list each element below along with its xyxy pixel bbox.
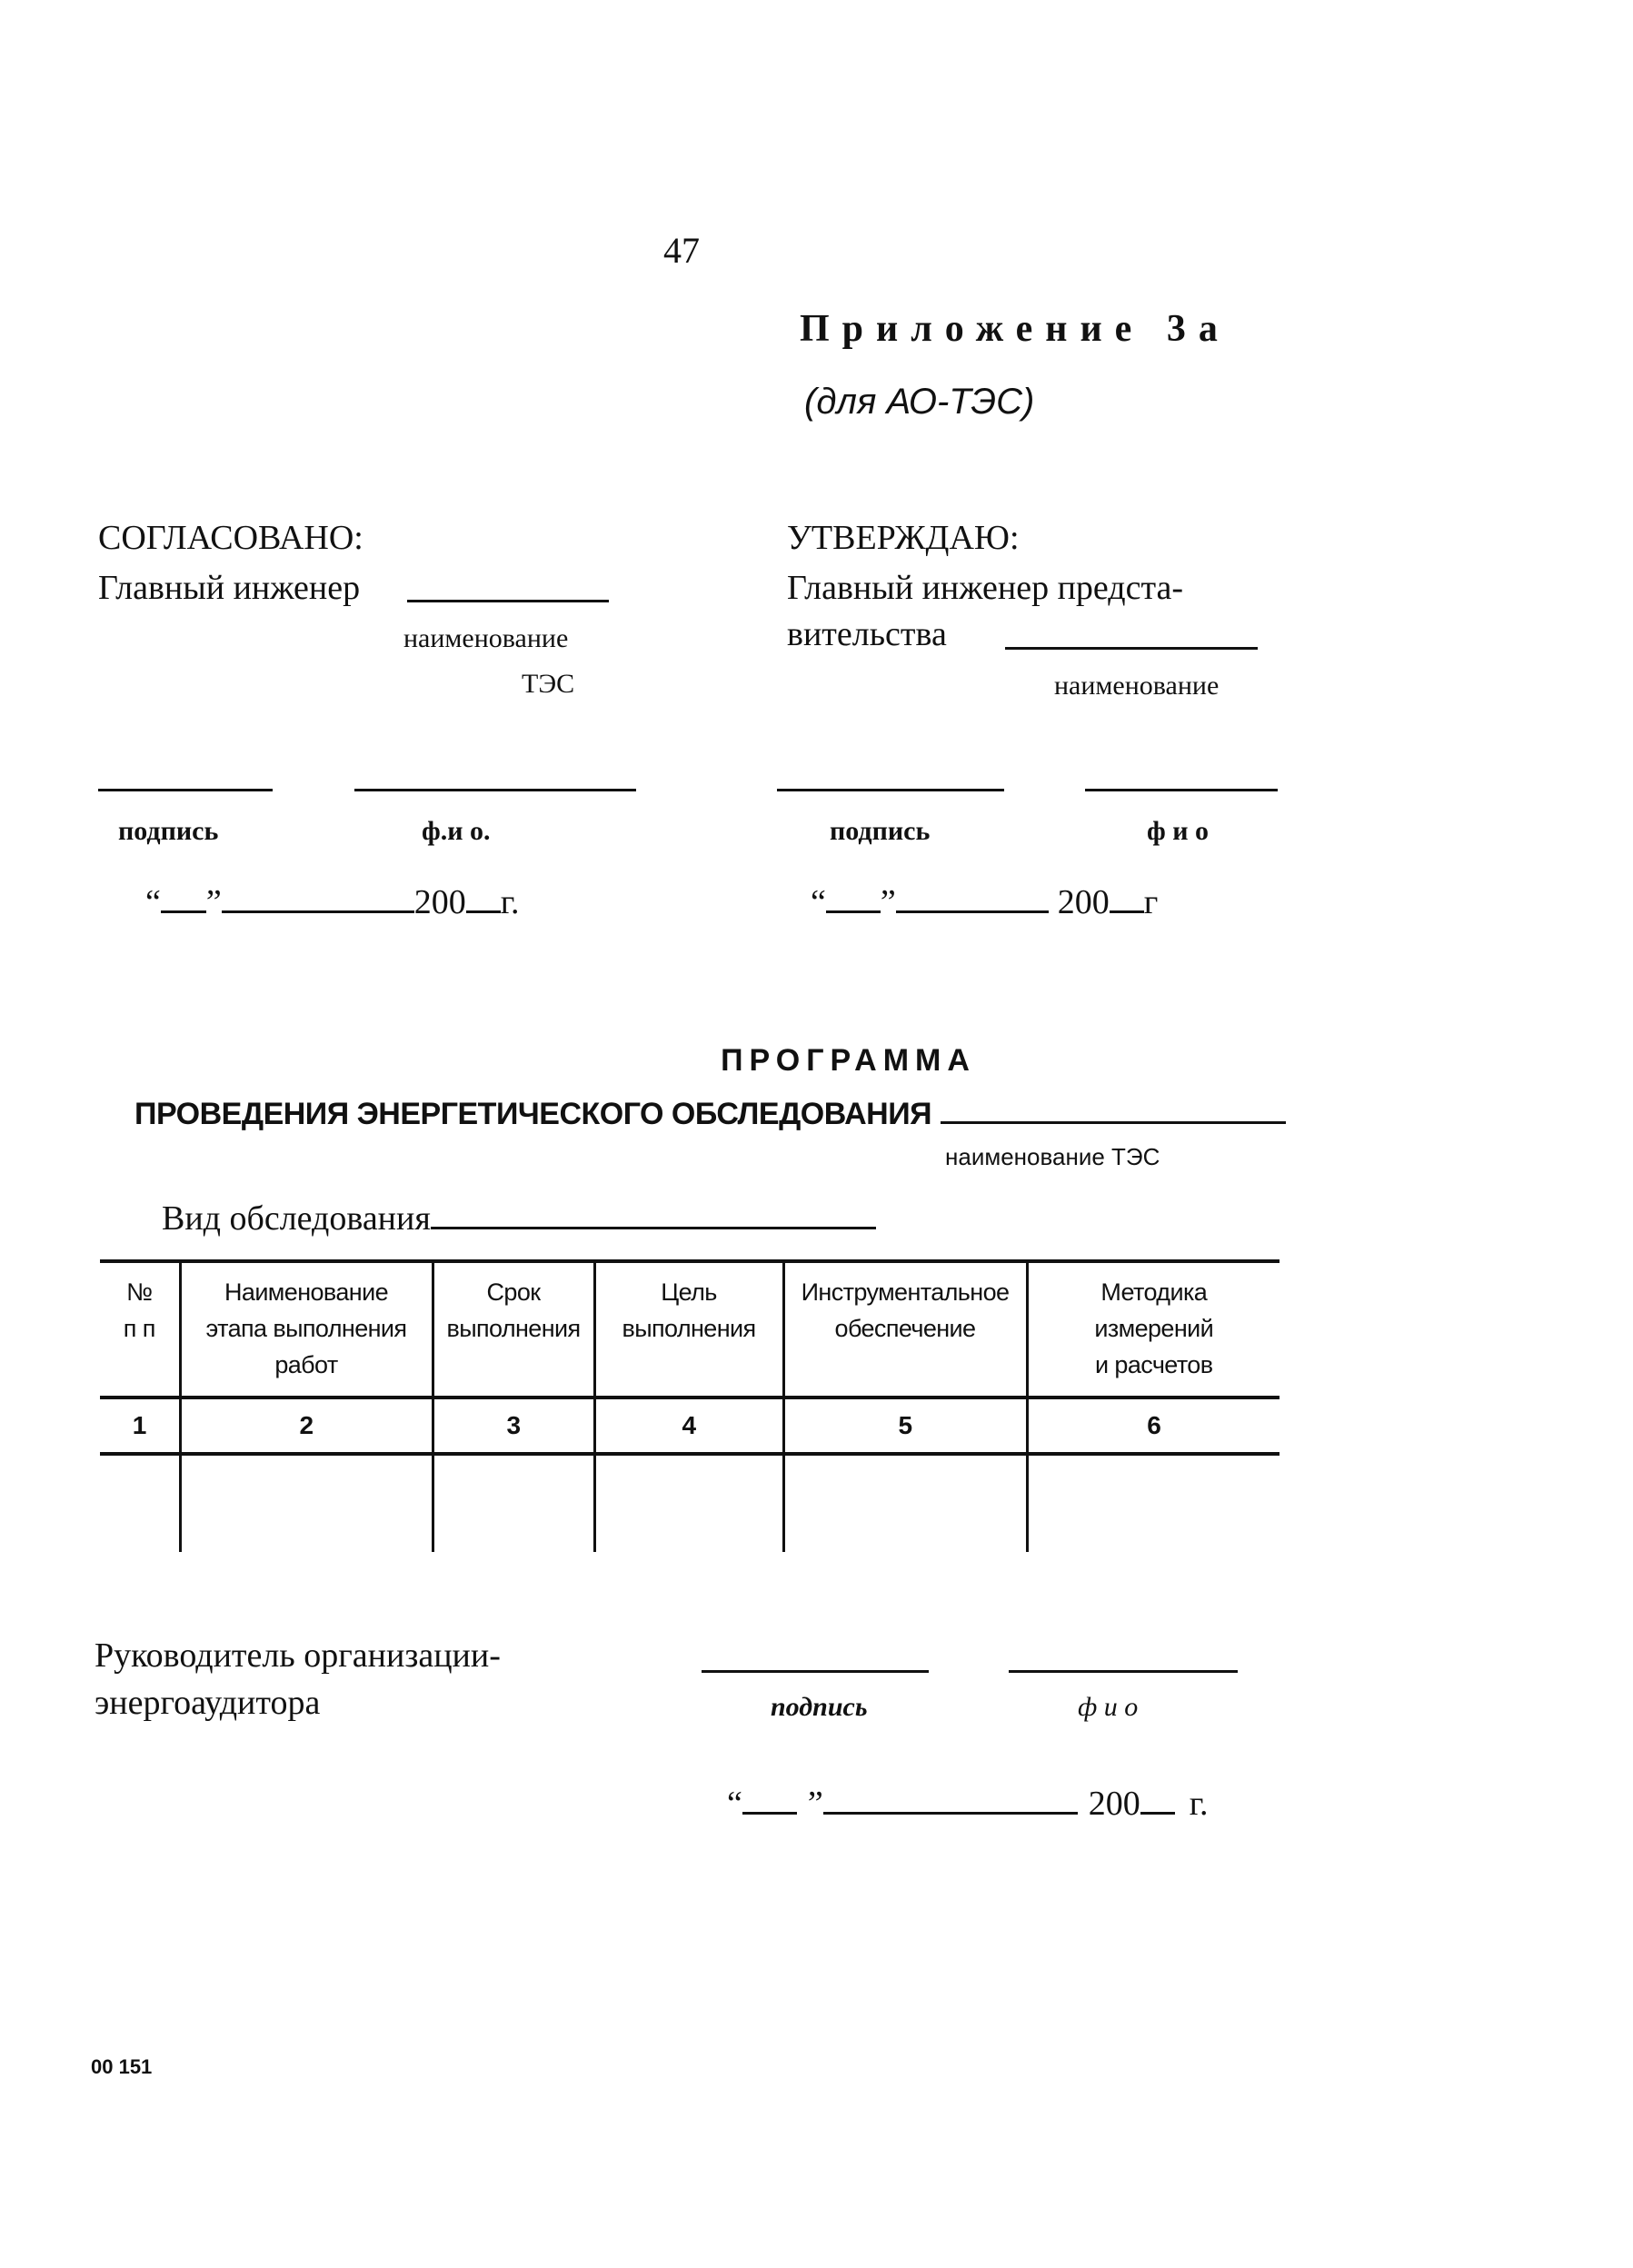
program-table	[100, 1259, 1280, 1552]
approve-representation: вительства	[787, 615, 947, 653]
col-header-goal: Цель выполнения	[594, 1261, 783, 1398]
col-header-instruments: Инструментальное обеспечение	[783, 1261, 1027, 1398]
tes-name-field[interactable]	[407, 600, 609, 602]
year-suffix: г	[1143, 883, 1159, 921]
agreed-chief-engineer: Главный инженер	[98, 569, 361, 607]
col-number-5: 5	[783, 1398, 1027, 1454]
col-number-6: 6	[1027, 1398, 1280, 1454]
footer-code: 00 151	[91, 2055, 153, 2078]
representation-name-field[interactable]	[1005, 647, 1258, 650]
program-subtitle-text: ПРОВЕДЕНИЯ ЭНЕРГЕТИЧЕСКОГО ОБСЛЕДОВАНИЯ	[134, 1097, 932, 1131]
agreed-date	[145, 876, 520, 922]
agreed-month-field[interactable]	[222, 876, 414, 913]
agreed-fio-caption: ф.и о.	[422, 816, 491, 846]
auditor-year-field[interactable]	[1140, 1777, 1175, 1815]
agreed-fio-field[interactable]	[354, 789, 636, 791]
table-cell[interactable]	[594, 1454, 783, 1552]
representation-name-caption: наименование	[1054, 671, 1220, 701]
col-header-method: Методика измерений и расчетов	[1027, 1261, 1280, 1398]
approve-heading: УТВЕРЖДАЮ:	[787, 519, 1020, 557]
table-cell[interactable]	[180, 1454, 433, 1552]
quote-close: ”	[880, 883, 896, 921]
year-prefix: 200	[1057, 883, 1110, 921]
auditor-signature-caption: подпись	[771, 1692, 868, 1722]
col-header-deadline: Срок выполнения	[433, 1261, 594, 1398]
quote-open: “	[727, 1785, 742, 1823]
program-tes-caption: наименование ТЭС	[945, 1143, 1160, 1170]
table-cell[interactable]	[433, 1454, 594, 1552]
appendix-subtitle: (для АО-ТЭС)	[804, 382, 1035, 422]
table-cell[interactable]	[100, 1454, 180, 1552]
program-title: ПРОГРАММА	[721, 1043, 976, 1078]
auditor-org-label: энергоаудитора	[95, 1684, 321, 1722]
approve-signature-field[interactable]	[777, 789, 1004, 791]
year-prefix: 200	[413, 883, 466, 921]
agreed-year-field[interactable]	[466, 876, 501, 913]
col-header-stage: Наименование этапа выполнения работ	[180, 1261, 433, 1398]
auditor-day-field[interactable]	[742, 1777, 797, 1815]
col-number-4: 4	[594, 1398, 783, 1454]
page-number: 47	[663, 230, 700, 271]
approve-fio-field[interactable]	[1085, 789, 1278, 791]
quote-close: ”	[807, 1785, 823, 1823]
table-header-row	[100, 1261, 1280, 1398]
approve-signature-caption: подпись	[830, 816, 931, 846]
agreed-heading: СОГЛАСОВАНО:	[98, 519, 363, 557]
approve-chief-engineer: Главный инженер предста-	[787, 569, 1184, 607]
appendix-title: Приложение 3а	[800, 308, 1230, 350]
approve-day-field[interactable]	[826, 876, 881, 913]
program-subtitle	[134, 1090, 1286, 1132]
approve-date	[811, 876, 1158, 922]
col-number-2: 2	[180, 1398, 433, 1454]
auditor-fio-caption: ф и о	[1078, 1692, 1139, 1722]
auditor-fio-field[interactable]	[1009, 1670, 1238, 1673]
tes-name-caption: наименование	[403, 623, 569, 653]
col-number-1: 1	[100, 1398, 180, 1454]
table-row	[100, 1454, 1280, 1552]
tes-caption: ТЭС	[522, 669, 575, 699]
col-number-3: 3	[433, 1398, 594, 1454]
quote-open: “	[811, 883, 826, 921]
agreed-signature-caption: подпись	[118, 816, 219, 846]
auditor-month-field[interactable]	[823, 1777, 1078, 1815]
auditor-head-label: Руководитель организации-	[95, 1636, 501, 1675]
survey-type-label: Вид обследования	[162, 1199, 431, 1238]
survey-type-field[interactable]	[431, 1192, 876, 1229]
quote-open: “	[145, 883, 161, 921]
year-suffix: г.	[500, 883, 520, 921]
table-cell[interactable]	[1027, 1454, 1280, 1552]
table-cell[interactable]	[783, 1454, 1027, 1552]
program-tes-field[interactable]	[941, 1090, 1286, 1124]
quote-close: ”	[205, 883, 222, 921]
agreed-day-field[interactable]	[161, 876, 206, 913]
auditor-date	[727, 1777, 1209, 1824]
approve-fio-caption: ф и о	[1147, 816, 1210, 846]
year-suffix: г.	[1189, 1785, 1209, 1823]
col-header-number: № п п	[100, 1261, 180, 1398]
survey-type	[162, 1192, 876, 1238]
agreed-signature-field[interactable]	[98, 789, 273, 791]
approve-month-field[interactable]	[896, 876, 1049, 913]
auditor-signature-field[interactable]	[702, 1670, 929, 1673]
approve-year-field[interactable]	[1110, 876, 1144, 913]
year-prefix: 200	[1088, 1785, 1140, 1823]
table-number-row	[100, 1398, 1280, 1454]
